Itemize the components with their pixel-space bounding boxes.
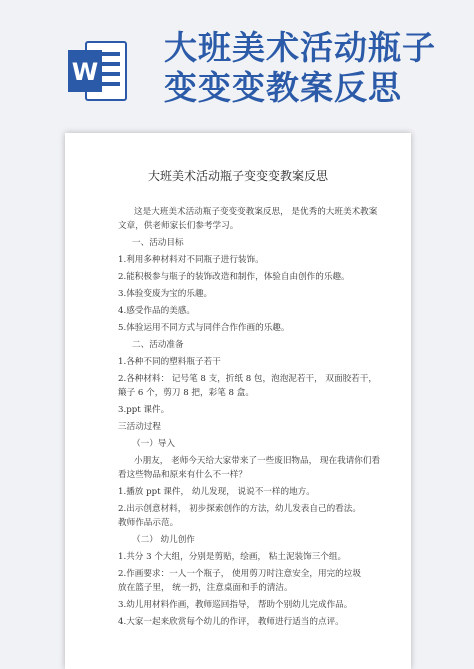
- header-title-line-2: 变变变教案反思: [164, 68, 402, 107]
- creation-item: 4.大家一起来欣赏每个幼儿的作评， 教师进行适当的点评。: [118, 617, 344, 627]
- subsection-heading-creation: （二） 幼儿创作: [132, 535, 195, 545]
- goal-item: 2.能积极参与瓶子的装饰改造和制作，体验自由创作的乐趣。: [118, 272, 350, 282]
- goal-item: 3.体验变废为宝的乐趣。: [118, 289, 213, 299]
- creation-item: 3.幼儿用材料作画，教师巡回指导， 帮助个别幼儿完成作品。: [118, 600, 353, 610]
- prep-item: 2.各种材料： 记号笔 8 支，折纸 8 包，泡泡泥若干， 双面胶若干，: [118, 374, 377, 384]
- intro-text-cont: 文章，供老师家长们参考学习。: [118, 221, 239, 231]
- prep-item-cont: 簸子 6 个，剪刀 8 把，彩笔 8 盒。: [118, 388, 254, 398]
- section-heading-process: 三活动过程: [118, 422, 161, 432]
- step-item: 2.出示创意材料， 初步探索创作的方法，幼儿发表自己的看法。: [118, 504, 361, 514]
- document-page: [65, 133, 411, 669]
- creation-item-cont: 放在篮子里， 统一扔，注意桌面和手的清洁。: [118, 583, 293, 593]
- goal-item: 4.感受作品的美感。: [118, 306, 195, 316]
- intro-paragraph-cont: 看这些物品和原来有什么不一样？: [118, 470, 247, 480]
- header-title: [164, 28, 464, 108]
- svg-text:W: W: [71, 58, 99, 86]
- creation-item: 2.作画要求：一人一个瓶子， 使用剪刀时注意安全，用完的垃圾: [118, 569, 361, 579]
- goal-item: 5.体验运用不同方式与同伴合作作画的乐趣。: [118, 323, 290, 333]
- document-body: [118, 205, 381, 632]
- document-title: 大班美术活动瓶子变变变教案反思: [147, 169, 328, 183]
- prep-item: 3.ppt 课件。: [118, 405, 170, 415]
- intro-text: 这是大班美术活动瓶子变变变教案反思， 是优秀的大班美术教案: [134, 207, 378, 217]
- step-item-cont: 教师作品示范。: [118, 518, 179, 528]
- header-title-line-1: 大班美术活动瓶子: [164, 28, 436, 67]
- section-heading-preparation: 二、活动准备: [132, 340, 184, 350]
- section-heading-goals: 一、活动目标: [132, 238, 184, 248]
- goal-item: 1.利用多种材料对不同瓶子进行装饰。: [118, 255, 264, 265]
- subsection-heading-intro: （一）导入: [132, 439, 175, 449]
- creation-item: 1.共分 3 个大组，分别是剪贴，绘画， 粘土泥装饰三个组。: [118, 552, 347, 562]
- header: [0, 0, 474, 108]
- intro-paragraph: 小朋友， 老师今天给大家带来了一些废旧物品， 现在我请你们看: [134, 456, 381, 466]
- step-item: 1.播放 ppt 课件， 幼儿发现， 说说不一样的地方。: [118, 487, 315, 497]
- prep-item: 1.各种不同的塑料瓶子若干: [118, 357, 221, 367]
- word-document-icon: [66, 38, 130, 104]
